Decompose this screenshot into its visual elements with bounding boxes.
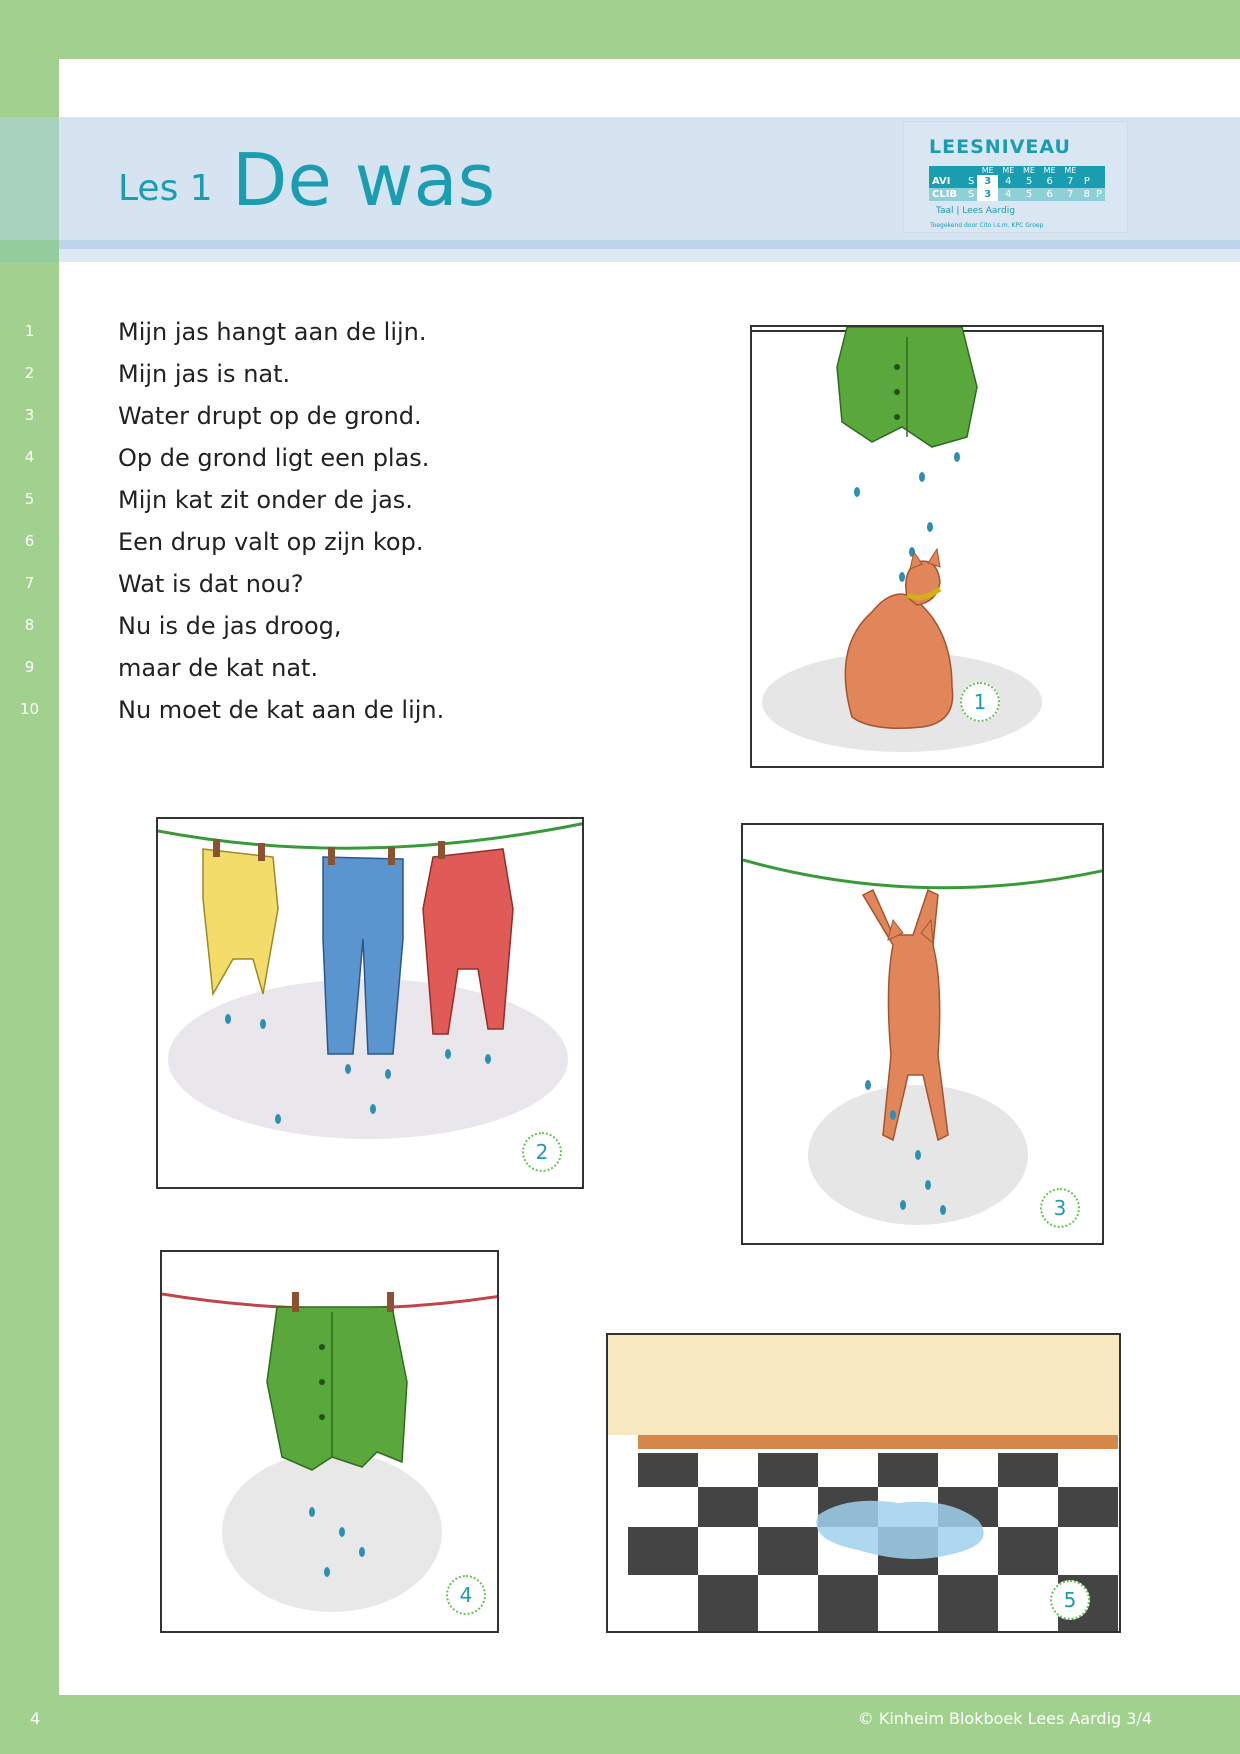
badge-head-row: [929, 166, 1105, 175]
clib-cell: 6: [1039, 188, 1060, 201]
header-band-edge: [0, 117, 59, 263]
header-stripe: [59, 240, 1240, 249]
clib-label: CLIB: [929, 188, 965, 201]
avi-cell: P: [1081, 175, 1093, 188]
panel-number-badge: 1: [960, 682, 1000, 722]
illustration-cat-on-line: [743, 825, 1104, 1245]
header-underlay: [59, 249, 1240, 262]
avi-cell: 4: [998, 175, 1019, 188]
badge-head-spacer: [965, 166, 977, 175]
clib-cell: 4: [998, 188, 1019, 201]
illustration-puddle-on-floor: [608, 1335, 1121, 1633]
story-line: maar de kat nat.: [118, 654, 319, 682]
line-number: 8: [24, 616, 35, 634]
illustration-cat-under-jacket: [752, 327, 1104, 768]
line-number: 1: [24, 322, 35, 340]
illustration-jacket-on-line: [162, 1252, 499, 1633]
line-number: 10: [19, 700, 40, 718]
illustration-panel-3: [741, 823, 1104, 1245]
clib-cell: 5: [1019, 188, 1040, 201]
badge-credit: Toegekend door Cito i.s.m. KPC Groep: [930, 222, 1044, 229]
badge-head-cell: ME: [998, 166, 1019, 175]
avi-cell: S: [965, 175, 977, 188]
clib-cell: S: [965, 188, 977, 201]
story-line: Water drupt op de grond.: [118, 402, 422, 430]
panel-number-badge: 3: [1040, 1188, 1080, 1228]
clib-cell-current: 3: [977, 188, 998, 201]
line-number: 6: [24, 532, 35, 550]
badge-head-spacer: [1081, 166, 1093, 175]
story-line: Mijn jas hangt aan de lijn.: [118, 318, 427, 346]
badge-head-cell: ME: [1060, 166, 1081, 175]
story-line: Mijn jas is nat.: [118, 360, 291, 388]
footer-copyright: © Kinheim Blokboek Lees Aardig 3/4: [857, 1709, 1152, 1728]
avi-cell: 6: [1039, 175, 1060, 188]
avi-cell-current: 3: [977, 175, 998, 188]
story-line: Nu is de jas droog,: [118, 612, 342, 640]
avi-cell: 5: [1019, 175, 1040, 188]
line-number: 5: [24, 490, 35, 508]
line-number: 7: [24, 574, 35, 592]
story-line: Mijn kat zit onder de jas.: [118, 486, 413, 514]
badge-head-cell: ME: [1039, 166, 1060, 175]
clib-cell: 7: [1060, 188, 1081, 201]
reading-level-table: [929, 166, 1105, 201]
clib-cell: 8: [1081, 188, 1093, 201]
line-number: 4: [24, 448, 35, 466]
badge-head-cell: ME: [1019, 166, 1040, 175]
line-number: 3: [24, 406, 35, 424]
panel-number-badge: 2: [522, 1132, 562, 1172]
illustration-panel-4: [160, 1250, 499, 1633]
page-number: 4: [30, 1709, 41, 1728]
line-number: 9: [24, 658, 35, 676]
badge-head-spacer: [929, 166, 965, 175]
story-line: Op de grond ligt een plas.: [118, 444, 430, 472]
clib-row: [929, 188, 1105, 201]
illustration-panel-1: [750, 325, 1104, 768]
clib-cell: P: [1093, 188, 1105, 201]
panel-number-badge: 5: [1050, 1580, 1090, 1620]
avi-cell-empty: [1093, 175, 1105, 188]
reading-level-badge: [903, 121, 1128, 233]
illustration-laundry-line: [158, 819, 584, 1189]
story-line: Wat is dat nou?: [118, 570, 304, 598]
illustration-panel-5: [606, 1333, 1121, 1633]
lesson-label: Les 1: [118, 168, 213, 209]
avi-label: AVI: [929, 175, 965, 188]
badge-head-spacer: [1093, 166, 1105, 175]
page-title: De was: [232, 138, 496, 222]
avi-row: [929, 175, 1105, 188]
story-line: Een drup valt op zijn kop.: [118, 528, 424, 556]
illustration-panel-2: [156, 817, 584, 1189]
badge-title: LEESNIVEAU: [929, 136, 1071, 158]
story-line: Nu moet de kat aan de lijn.: [118, 696, 445, 724]
badge-head-cell: ME: [977, 166, 998, 175]
badge-subtitle: Taal | Lees Aardig: [936, 206, 1015, 216]
avi-cell: 7: [1060, 175, 1081, 188]
line-number: 2: [24, 364, 35, 382]
panel-number-badge: 4: [446, 1575, 486, 1615]
